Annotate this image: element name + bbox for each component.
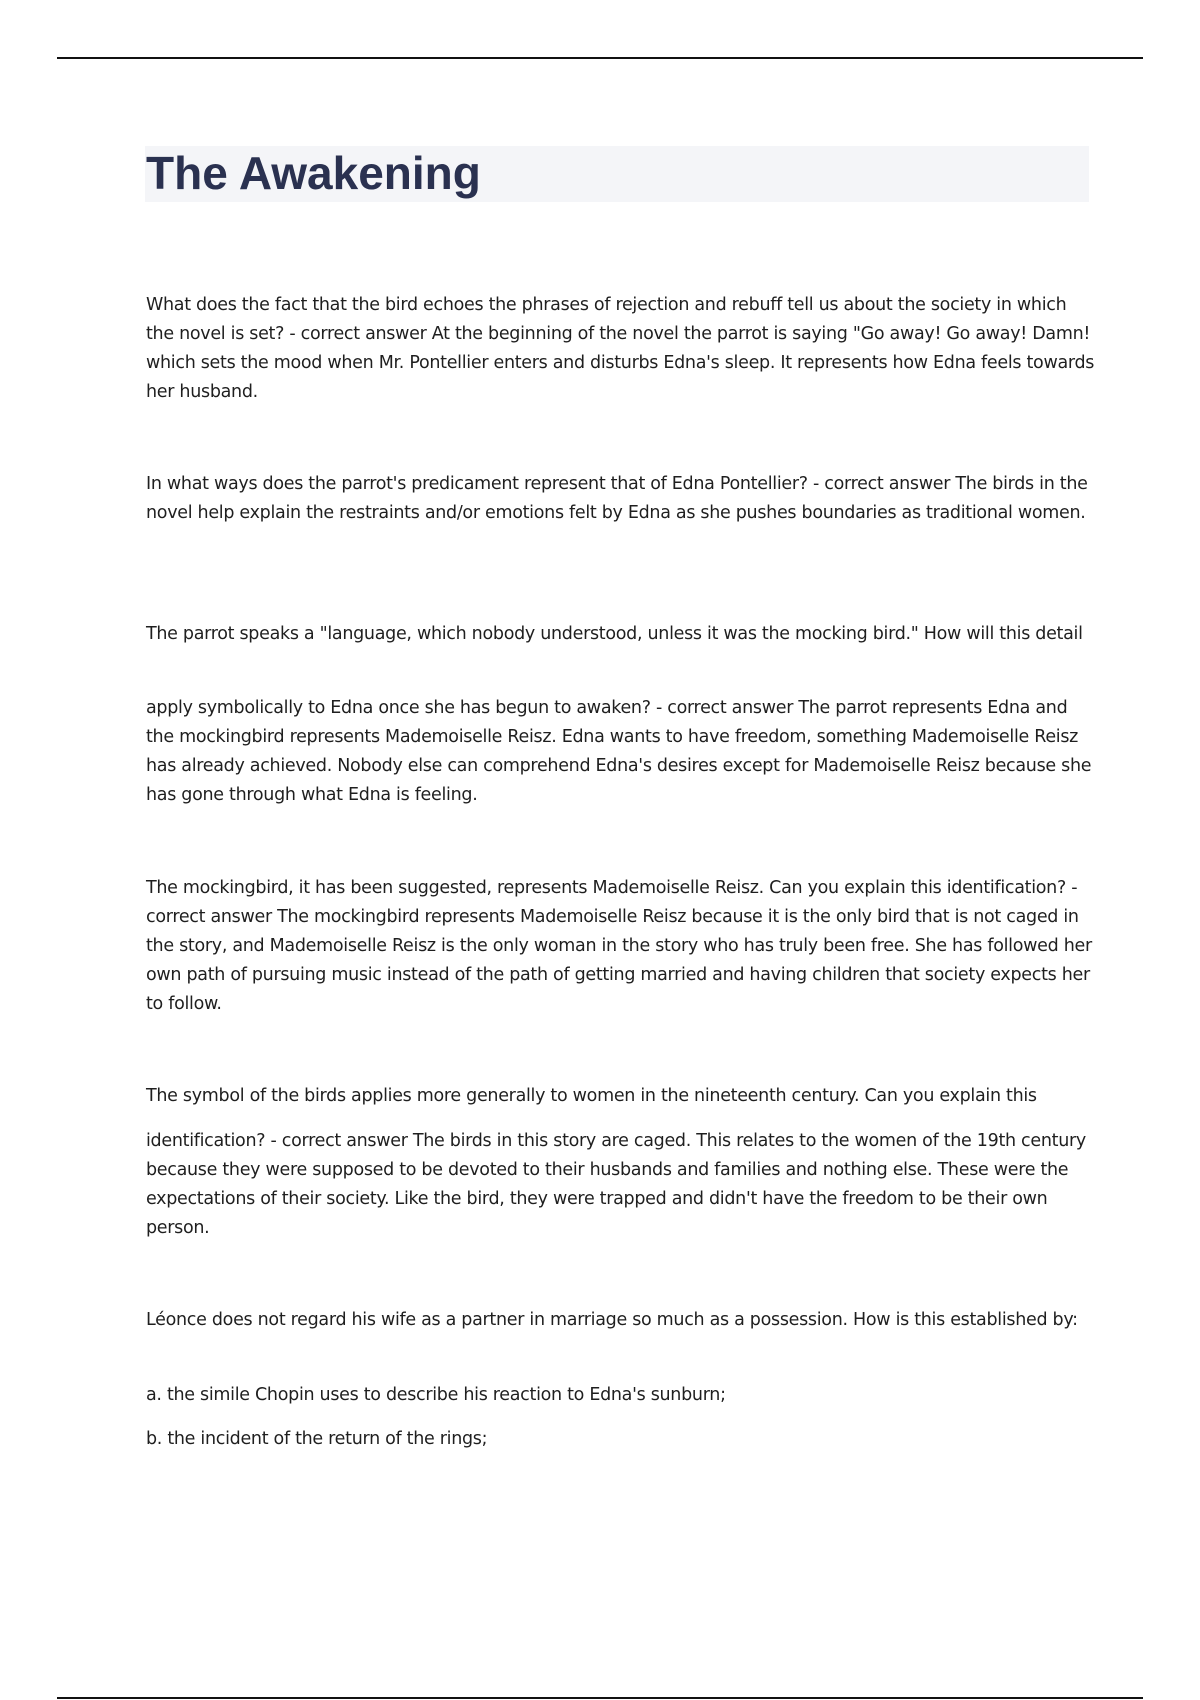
qa-block-3-answer: apply symbolically to Edna once she has begun to awaken? - correct answer The parrot represents Edna and the mockingbird represents Mademoiselle Reisz. Edna wants to have freedom, something Mademoiselle Reisz has already achieved. Nobody else can comprehend Edna's desires except for Mademoiselle Reisz because she has gone through what Edna is feeling.: [146, 698, 1092, 805]
sub-question-a: a. the simile Chopin uses to describe his reaction to Edna's sunburn;: [146, 1385, 726, 1405]
qa-block-5-answer: identification? - correct answer The birds in this story are caged. This relates to the women of the 19th century because they were supposed to be devoted to their husbands and families and nothing else. These were the expectations of their society. Like the bird, they were trapped and didn't have the freedom to be their own person.: [146, 1131, 1086, 1238]
qa-block-4: The mockingbird, it has been suggested, represents Mademoiselle Reisz. Can you explain this identification? - correct answer The mockingbird represents Mademoiselle Reisz because it is the only bird that is not caged in the story, and Mademoiselle Reisz is the only woman in the story who has truly been free. She has followed her own path of pursuing music instead of the path of getting married and having children that society expects her to follow.: [146, 878, 1092, 1014]
qa-block-5-question: The symbol of the birds applies more generally to women in the nineteenth century. Can you explain this: [146, 1086, 1037, 1106]
top-rule: [57, 57, 1143, 59]
qa-block-3-question: The parrot speaks a "language, which nobody understood, unless it was the mocking bird." How will this detail: [146, 624, 1083, 644]
qa-block-1: What does the fact that the bird echoes the phrases of rejection and rebuff tell us about the society in which the novel is set? - correct answer At the beginning of the novel the parrot is saying "Go away! Go away! Damn! which sets the mood when Mr. Pontellier enters and disturbs Edna's sleep. It represents how Edna feels towards her husband.: [146, 295, 1095, 402]
sub-question-b: b. the incident of the return of the rings;: [146, 1429, 488, 1449]
document-title: The Awakening: [146, 147, 481, 199]
qa-block-6-question: Léonce does not regard his wife as a partner in marriage so much as a possession. How is this established by:: [146, 1310, 1078, 1330]
bottom-rule: [57, 1697, 1143, 1699]
qa-block-2: In what ways does the parrot's predicament represent that of Edna Pontellier? - correct answer The birds in the novel help explain the restraints and/or emotions felt by Edna as she pushes boundaries as traditional women.: [146, 474, 1088, 523]
